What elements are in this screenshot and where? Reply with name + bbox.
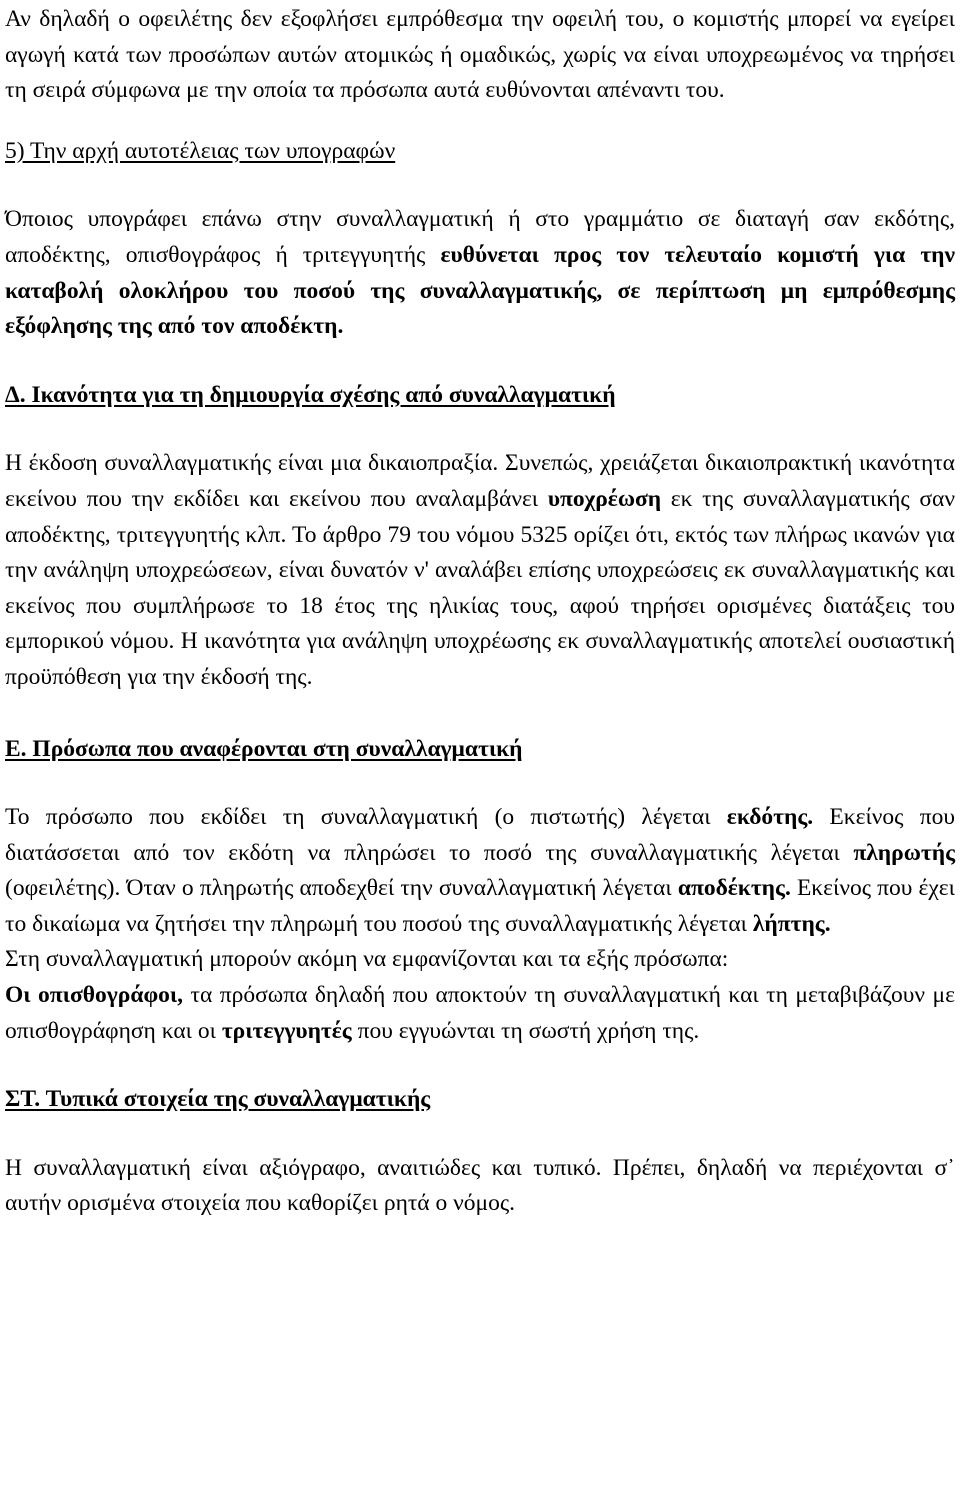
paragraph-endorsers-text-1: τα πρόσωπα δηλαδή που αποκτούν τη συναλλαγματική και τη μεταβιβάζουν με οπισθογράφηση και οι (5, 982, 955, 1044)
paragraph-other-persons: Στη συναλλαγματική μπορούν ακόμη να εμφανίζονται και τα εξής πρόσωπα: (5, 946, 729, 973)
paragraph-joint-liability: Αν δηλαδή ο οφειλέτης δεν εξοφλήσει εμπρόθεσμα την οφειλή του, ο κομιστής μπορεί να εγείρει αγωγή κατά των προσώπων αυτών ατομικώς ή ομαδικώς, χωρίς να είναι υποχρεωμένος να τηρήσει τη σειρά σύμφωνα με την οποία τα πρόσωπα αυτά ευθύνονται απέναντι του. (5, 6, 955, 104)
paragraph-endorsers (5, 978, 955, 1049)
document-page (5, 2, 955, 1222)
paragraph-persons-text-4: Εκείνος που έχει το δικαίωμα να ζητήσει την πληρωμή του ποσού της συναλλαγματικής λέγεται (5, 875, 956, 937)
heading-formal-elements: ΣΤ. Τυπικά στοιχεία της συναλλαγματικής (5, 1086, 431, 1113)
paragraph-persons-text-1: Το πρόσωπο που εκδίδει τη συναλλαγματική (ο πιστωτής) λέγεται (5, 804, 727, 831)
term-endorsers: Οι οπισθογράφοι, (5, 982, 184, 1009)
paragraph-capacity-text-1: Η έκδοση συναλλαγματικής είναι μια δικαιοπραξία. Συνεπώς, χρειάζεται δικαιοπρακτική ικανότητα εκείνου που την εκδίδει και εκείνου που αναλαμβάνει (5, 450, 955, 512)
term-payer: πληρωτής (853, 839, 955, 866)
term-issuer: εκδότης. (726, 804, 814, 831)
heading-capacity: Δ. Ικανότητα για τη δημιουργία σχέσης από συναλλαγματική (5, 381, 616, 408)
paragraph-signers-text: Όποιος υπογράφει επάνω στην συναλλαγματική ή στο γραμμάτιο σε διαταγή σαν εκδότης, αποδέκτης, οπισθογράφος ή τριτεγγυητής (5, 206, 955, 268)
paragraph-persons-text-2: Εκείνος που διατάσσεται από τον εκδότη να πληρώσει το ποσό της συναλλαγματικής λέγεται (5, 804, 955, 866)
term-payee: λήπτης. (752, 910, 831, 937)
paragraph-formal-elements: Η συναλλαγματική είναι αξιόγραφο, αναιτιώδες και τυπικό. Πρέπει, δηλαδή να περιέχονται σ᾽ αυτήν ορισμένα στοιχεία που καθορίζει ρητά ο νόμος. (5, 1154, 955, 1217)
paragraph-capacity-text-2: εκ της συναλλαγματικής σαν αποδέκτης, τριτεγγυητής κλπ. Το άρθρο 79 του νόμου 5325 ορίζει ότι, εκτός των πλήρως ικανών για την ανάληψη υποχρεώσεων, είναι δυνατόν ν' αναλάβει επίσης υποχρεώσεις εκ συναλλαγματικής και εκείνος που συμπλήρωσε το 18 έτος της ηλικίας τους, αφού τηρήσει ορισμένες διατάξεις του εμπορικού νόμου. Η ικανότητα για ανάληψη υποχρέωσης εκ συναλλαγματικής αποτελεί ουσιαστική προϋπόθεση για την έκδοσή της. (5, 485, 955, 690)
paragraph-persons (5, 800, 955, 942)
term-acceptor: αποδέκτης. (677, 875, 791, 902)
paragraph-signers-bold: ευθύνεται προς τον τελευταίο κομιστή για την καταβολή ολοκλήρου του ποσού της συναλλαγματικής, σε περίπτωση μη εμπρόθεσμης εξόφλησης της από τον αποδέκτη. (5, 241, 955, 340)
term-guarantors: τριτεγγυητές (221, 1017, 352, 1044)
paragraph-capacity-bold: υποχρέωση (547, 485, 662, 512)
paragraph-capacity (5, 446, 955, 695)
paragraph-persons-text-3: (οφειλέτης). Όταν ο πληρωτής αποδεχθεί την συναλλαγματική λέγεται (5, 875, 678, 902)
paragraph-endorsers-text-2: που εγγυώνται τη σωστή χρήση της. (351, 1017, 700, 1044)
heading-signature-autonomy: 5) Την αρχή αυτοτέλειας των υπογραφών (5, 137, 396, 164)
paragraph-signers-liability (5, 202, 955, 344)
heading-persons: Ε. Πρόσωπα που αναφέρονται στη συναλλαγματική (5, 735, 523, 762)
